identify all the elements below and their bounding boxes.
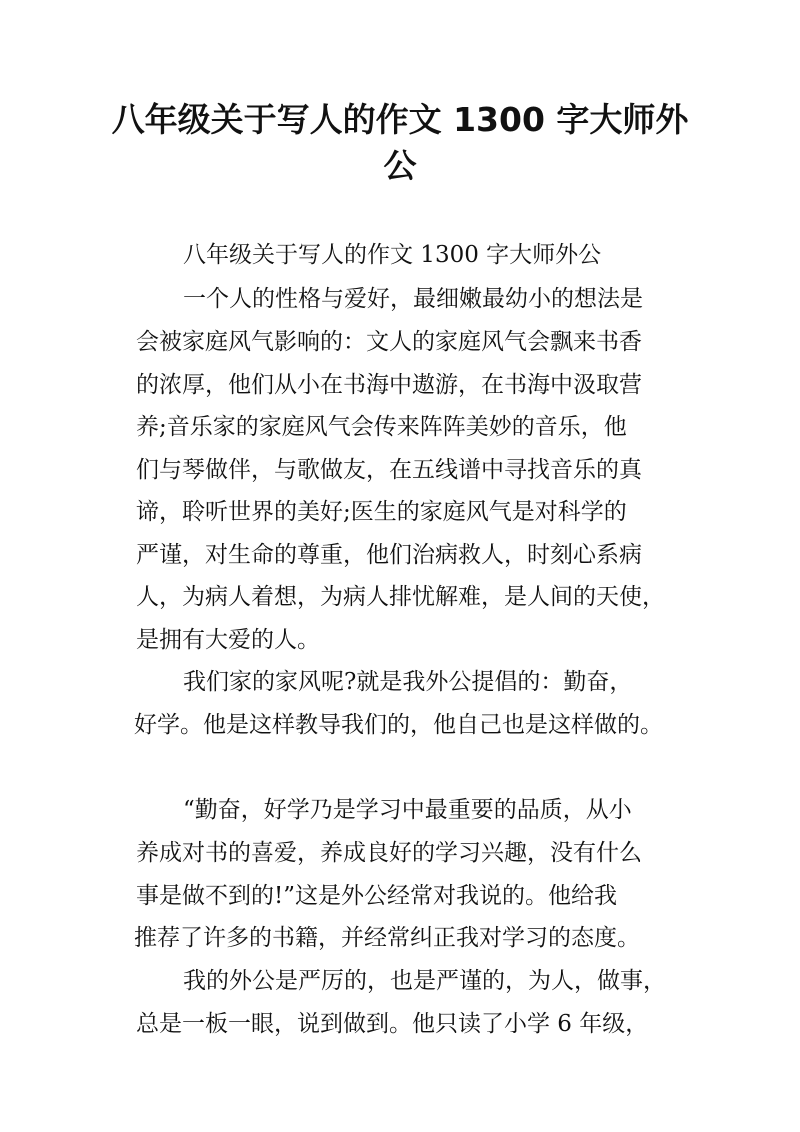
document-title-line-2: 公 [383,146,417,185]
body-line: 总是一板一眼，说到做到。他只读了小学 6 年级， [136,1011,649,1037]
body-line: 养;音乐家的家庭风气会传来阵阵美妙的音乐，他 [136,414,627,440]
body-line: 会被家庭风气影响的：文人的家庭风气会飘来书香 [136,329,642,355]
body-line: “勤奋，好学乃是学习中最重要的品质，从小 [183,797,632,823]
body-line: 们与琴做伴，与歌做友，在五线谱中寻找音乐的真 [136,457,642,483]
body-line: 我们家的家风呢?就是我外公提倡的：勤奋， [183,669,633,695]
body-line: 好学。他是这样教导我们的，他自己也是这样做的。 [134,712,663,738]
document-title-line-1: 八年级关于写人的作文 1300 字大师外 [111,100,689,139]
body-line: 事是做不到的!”这是外公经常对我说的。他给我 [136,883,618,909]
body-line: 严谨，对生命的尊重，他们治病救人，时刻心系病 [136,542,642,568]
body-line: 的浓厚，他们从小在书海中遨游，在书海中汲取营 [136,372,642,398]
body-line: 一个人的性格与爱好，最细嫩最幼小的想法是 [183,286,643,312]
body-line: 人，为病人着想，为病人排忧解难，是人间的天使， [136,584,665,610]
body-line: 推荐了许多的书籍，并经常纠正我对学习的态度。 [134,925,640,951]
body-line: 谛，聆听世界的美好;医生的家庭风气是对科学的 [136,499,627,525]
body-line: 八年级关于写人的作文 1300 字大师外公 [183,242,602,268]
body-line: 养成对书的喜爱，养成良好的学习兴趣，没有什么 [136,840,642,866]
body-line: 我的外公是严厉的，也是严谨的，为人，做事， [183,968,666,994]
body-line: 是拥有大爱的人。 [136,627,320,653]
